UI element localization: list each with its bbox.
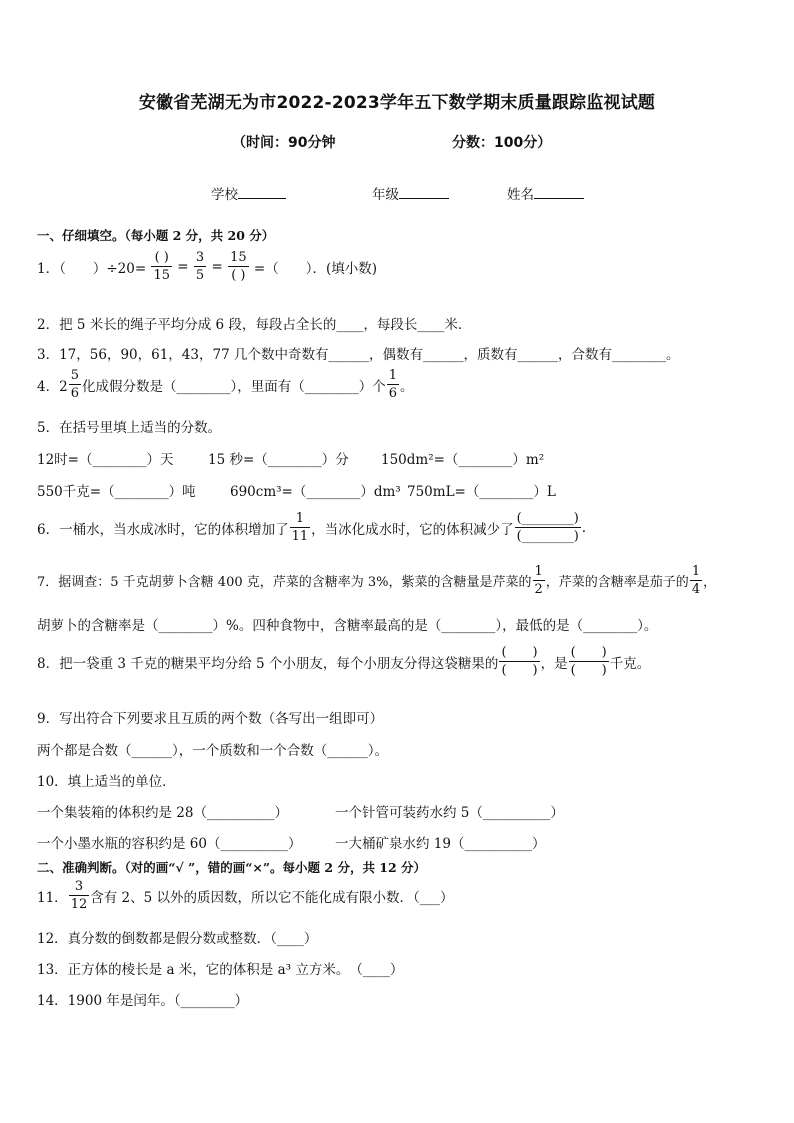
name-blank[interactable]: [534, 185, 584, 199]
question-10-title: 10．填上适当的单位．: [37, 774, 176, 790]
question-6: 6．一桶水，当水成冰时，它的体积增加了 $\frac{1}{11}$ ，当冰化成水时，它的体积减少了 $\frac{(\_\_\_\_\_\_\_\_)}{(\_\_\_\_\_\_\_\_)}$ .: [37, 511, 587, 544]
exam-score: 分数：100分）: [452, 135, 552, 151]
grade-blank[interactable]: [399, 185, 449, 199]
fraction: $\frac{3}{5}$: [195, 250, 205, 283]
question-9: 9．写出符合下列要求且互质的两个数（各写出一组即可）: [37, 711, 384, 727]
section-1-heading: 一、仔细填空。（每小题 2 分，共 20 分）: [37, 228, 275, 243]
school-field[interactable]: [211, 183, 286, 203]
q10-item3: 一个小墨水瓶的容积约是 60（__________）: [37, 836, 302, 852]
school-blank[interactable]: [238, 185, 286, 199]
q5-row2-item2: 690cm³=（________）dm³: [230, 484, 401, 500]
answer-fraction[interactable]: $\frac{(\_\_\_\_\_\_\_\_)}{(\_\_\_\_\_\_\_\_)}$: [516, 511, 579, 544]
q10-item2: 一个针管可装药水约 5（__________）: [335, 805, 564, 821]
question-9-line2: 两个都是合数（______），一个质数和一个合数（______）。: [37, 743, 388, 759]
fraction: $\frac{( )}{15}$: [153, 250, 170, 283]
question-11: 11． $\frac{3}{12}$ 含有 2、5 以外的质因数，所以它不能化成有限小数．（___）: [37, 879, 454, 912]
question-7-line2: 胡萝卜的含糖率是（________）%。四种食物中，含糖率最高的是（________），最低的是（________）。: [37, 618, 658, 634]
school-label: 学校: [211, 187, 238, 203]
fraction: $\frac{3}{12}$: [70, 879, 88, 912]
q5-row1-item3: 150dm²=（________）m²: [381, 452, 545, 468]
q5-row2-item1: 550千克=（________）吨: [37, 484, 196, 500]
fraction: $\frac{1}{2}$: [534, 564, 543, 597]
question-2: 2．把 5 米长的绳子平均分成 6 段，每段占全长的____，每段长____米．: [37, 317, 472, 333]
q5-row1-item2: 15 秒=（________）分: [208, 452, 349, 468]
page-title: 安徽省芜湖无为市2022-2023学年五下数学期末质量跟踪监视试题: [138, 93, 656, 113]
q5-row1-item1: 12时=（________）天: [37, 452, 174, 468]
section-2-heading: 二、准确判断。（对的画“√ ”，错的画“×”。每小题 2 分，共 12 分）: [37, 860, 427, 875]
question-1: 1．（ ）÷20= $\frac{( )}{15}$ = $\frac{3}{5}$ = $\frac{15}{( )}$ =（ ）．(填小数): [37, 250, 378, 283]
answer-fraction[interactable]: $\frac{( )}{( )}$: [501, 645, 538, 678]
question-8: 8．把一袋重 3 千克的糖果平均分给 5 个小朋友，每个小朋友分得这袋糖果的 $\frac{( )}{( )}$ ，是 $\frac{( )}{( )}$ 千克。: [37, 645, 651, 678]
grade-field[interactable]: [372, 183, 449, 203]
fraction: $\frac{15}{( )}$: [230, 250, 247, 283]
question-4: 4．2 $\frac{5}{6}$ 化成假分数是（________），里面有（________）个 $\frac{1}{6}$ 。: [37, 368, 414, 401]
name-label: 姓名: [507, 187, 534, 203]
answer-fraction[interactable]: $\frac{( )}{( )}$: [570, 645, 607, 678]
fraction: $\frac{1}{11}$: [291, 511, 309, 544]
fraction: $\frac{1}{6}$: [388, 368, 397, 401]
question-3: 3．17，56，90，61，43，77 几个数中奇数有______，偶数有______，质数有______，合数有________。: [37, 347, 680, 363]
question-12: 12．真分数的倒数都是假分数或整数．（____）: [37, 931, 318, 947]
exam-time: （时间：90分钟: [232, 135, 336, 151]
question-14: 14．1900 年是闰年。（________）: [37, 993, 249, 1009]
grade-label: 年级: [372, 187, 399, 203]
fraction: $\frac{1}{4}$: [691, 564, 701, 597]
question-5-title: 5．在括号里填上适当的分数。: [37, 420, 222, 436]
question-7: 7．据调查：5 千克胡萝卜含糖 400 克，芹菜的含糖率为 3%，紫菜的含糖量是芹菜的 $\frac{1}{2}$ ，芹菜的含糖率是茄子的 $\frac{1}{4}$ ，: [37, 564, 717, 597]
q10-item4: 一大桶矿泉水约 19（__________）: [335, 836, 546, 852]
fraction: $\frac{5}{6}$: [70, 368, 79, 401]
question-13: 13．正方体的棱长是 a 米，它的体积是 a³ 立方米。 （____）: [37, 962, 404, 978]
q10-item1: 一个集装箱的体积约是 28（__________）: [37, 805, 288, 821]
q5-row2-item3: 750mL=（________）L: [407, 484, 556, 500]
name-field[interactable]: [507, 183, 584, 203]
